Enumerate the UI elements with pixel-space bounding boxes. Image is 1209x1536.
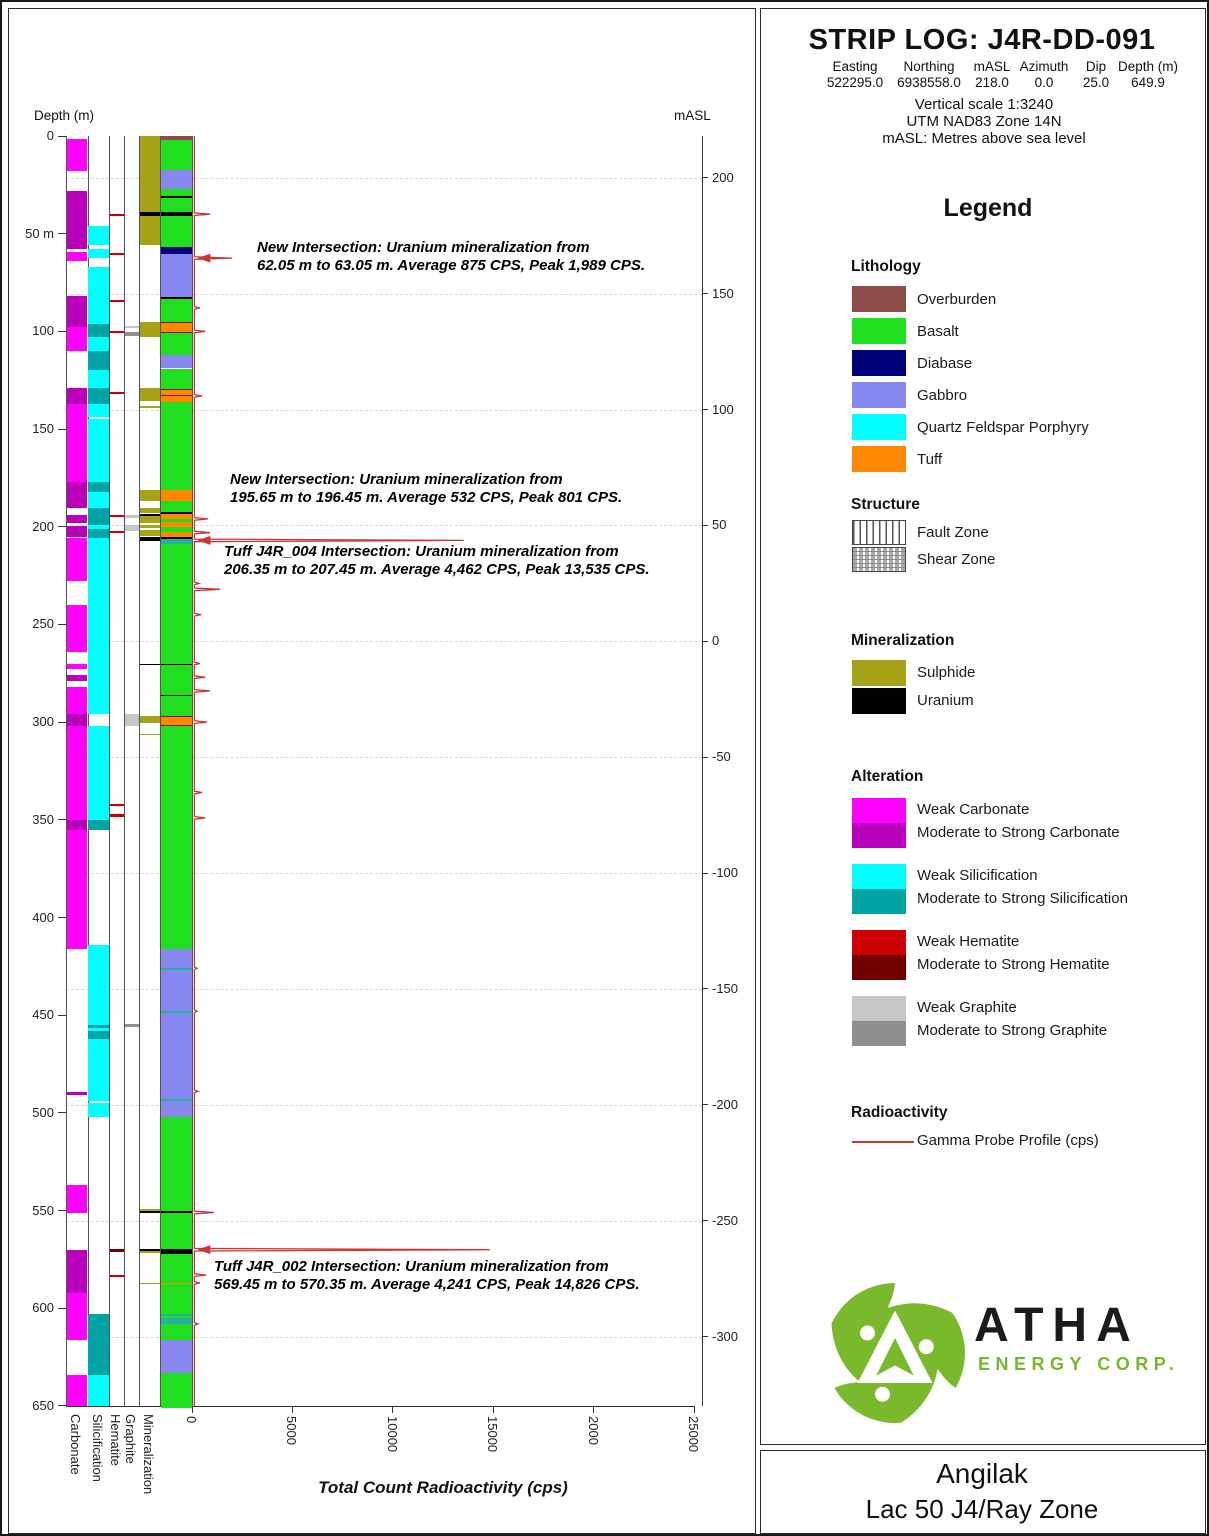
depth-tick <box>58 917 66 918</box>
depth-axis-title: Depth (m) <box>34 108 95 123</box>
atha-logo-icon <box>820 1278 970 1428</box>
meta-label-azimuth: Azimuth <box>1019 59 1069 74</box>
mineralization-label: Uranium <box>917 692 974 709</box>
depth-tick <box>58 624 66 625</box>
silicification-interval <box>88 351 109 371</box>
mineralization-swatch <box>852 688 906 714</box>
lithology-interval <box>161 726 192 949</box>
meta-label-masl: mASL <box>973 59 1011 74</box>
silicification-interval <box>88 226 109 246</box>
depth-tick <box>58 1015 66 1016</box>
lithology-interval <box>161 665 192 695</box>
carbonate-interval <box>67 1293 87 1340</box>
x-tick-label: 10000 <box>384 1416 400 1453</box>
radioactivity-heading: Radioactivity <box>851 1104 948 1121</box>
depth-tick <box>58 722 66 723</box>
mineralization-interval <box>140 525 160 528</box>
mineralization-interval <box>140 734 160 736</box>
hematite-interval <box>110 392 124 394</box>
gamma-arrowhead <box>197 536 210 545</box>
lithology-interval <box>161 544 192 663</box>
silicification-interval <box>88 1039 109 1102</box>
hematite-interval <box>110 1249 124 1252</box>
silicification-interval <box>88 820 109 830</box>
depth-tick-label: 500 <box>32 1104 54 1120</box>
mineralization-interval <box>140 406 160 408</box>
structure-swatch-hdash <box>852 547 906 572</box>
lithology-interval <box>161 189 192 196</box>
lithology-interval <box>161 254 192 297</box>
lithology-interval <box>161 696 192 716</box>
carbonate-interval <box>67 526 87 537</box>
silicification-interval <box>88 1314 109 1375</box>
x-tick <box>392 1406 393 1413</box>
x-tick-label: 2000 <box>585 1416 601 1445</box>
lithology-interval <box>161 322 192 334</box>
mineralization-interval <box>140 1251 160 1253</box>
mineralization-interval <box>140 136 160 212</box>
lithology-interval <box>161 970 192 1011</box>
mineralization-interval <box>140 490 160 502</box>
lithology-interval <box>161 216 192 247</box>
mineralization-interval <box>140 537 160 542</box>
column-border <box>109 136 110 1406</box>
mineralization-interval <box>140 388 160 401</box>
x-tick-label: 25000 <box>686 1416 701 1453</box>
depth-tick-label: 600 <box>32 1300 54 1316</box>
column-border <box>192 136 193 1406</box>
depth-tick <box>58 526 66 527</box>
hematite-interval <box>110 253 124 255</box>
alteration-swatch-strong <box>852 823 906 848</box>
masl-tick-label: 50 <box>712 517 727 533</box>
depth-tick-label: 150 <box>32 421 54 437</box>
graphite-interval <box>125 1024 139 1027</box>
silicification-interval <box>88 945 109 1025</box>
lithology-interval <box>161 170 192 189</box>
alteration-swatch-strong <box>852 955 906 980</box>
graphite-interval <box>125 525 139 531</box>
column-label-silicification: Silicification <box>89 1414 105 1482</box>
x-axis-title: Total Count Radioactivity (cps) <box>318 1478 568 1497</box>
mineralization-interval <box>140 530 160 536</box>
masl-tick-label: 100 <box>712 401 734 417</box>
hematite-interval <box>110 1275 124 1277</box>
masl-axis-title: mASL <box>674 108 711 123</box>
masl-tick-label: 200 <box>712 169 734 185</box>
lithology-label: Diabase <box>917 355 973 372</box>
lithology-interval <box>161 949 192 969</box>
lithology-swatch <box>852 350 906 376</box>
silicification-interval <box>88 492 109 509</box>
carbonate-interval <box>67 482 87 508</box>
carbonate-interval <box>67 139 87 171</box>
lithology-label: Gabbro <box>917 387 968 404</box>
scale-note: UTM NAD83 Zone 14N <box>906 113 1062 130</box>
carbonate-interval <box>67 675 87 681</box>
gamma-arrowhead <box>197 1245 210 1254</box>
lithology-label: Overburden <box>917 291 997 308</box>
lithology-label: Basalt <box>917 323 959 340</box>
meta-label-easting: Easting <box>832 59 878 74</box>
silicification-interval <box>88 482 109 492</box>
column-label-carbonate: Carbonate <box>68 1414 83 1475</box>
carbonate-interval <box>67 252 87 261</box>
lithology-interval <box>161 389 192 396</box>
carbonate-interval <box>67 1250 87 1293</box>
column-label-hematite: Hematite <box>108 1414 123 1467</box>
mineralization-label: Sulphide <box>917 664 976 681</box>
depth-tick <box>58 429 66 430</box>
lithology-interval <box>161 369 192 390</box>
lithology-swatch <box>852 414 906 440</box>
meta-value: 25.0 <box>1082 75 1110 90</box>
lithology-interval <box>161 333 192 354</box>
lithology-interval <box>161 1284 192 1314</box>
intersection-annotation: New Intersection: Uranium mineralization from 62.05 m to 63.05 m. Average 875 CPS, Peak 1,989 CPS. <box>257 239 646 274</box>
meta-value: 218.0 <box>975 75 1009 90</box>
structure-label: Fault Zone <box>917 524 989 541</box>
alteration-label-weak: Weak Graphite <box>917 999 1017 1016</box>
lithology-label: Quartz Feldspar Porphyry <box>917 419 1089 436</box>
alteration-label-strong: Moderate to Strong Graphite <box>917 1022 1108 1039</box>
mineralization-interval <box>140 322 160 338</box>
silicification-interval <box>88 529 109 539</box>
lithology-interval <box>161 1101 192 1117</box>
silicification-interval <box>88 388 109 404</box>
alteration-swatch-weak <box>852 864 906 889</box>
mineralization-interval <box>140 1283 160 1285</box>
intersection-annotation: Tuff J4R_004 Intersection: Uranium mineralization from 206.35 m to 207.45 m. Average 4,462 CPS, Peak 13,535 CPS. <box>224 543 650 578</box>
atha-logo <box>820 1278 970 1428</box>
lithology-heading: Lithology <box>851 258 921 275</box>
depth-tick-label: 50 m <box>25 225 54 241</box>
intersection-annotation: New Intersection: Uranium mineralization from 195.65 m to 196.45 m. Average 532 CPS, Peak 801 CPS. <box>230 471 623 506</box>
depth-tick <box>58 331 66 332</box>
depth-tick <box>58 1405 66 1406</box>
legend-title: Legend <box>943 194 1033 222</box>
carbonate-interval <box>67 714 87 726</box>
meta-label-dip: Dip <box>1085 59 1107 74</box>
lithology-interval <box>161 1013 192 1099</box>
column-label-graphite: Graphite <box>123 1414 138 1464</box>
alteration-swatch-weak <box>852 996 906 1021</box>
meta-value: 522295.0 <box>826 75 884 90</box>
silicification-interval <box>88 1103 109 1117</box>
project-name: Angilak <box>936 1458 1028 1489</box>
mineralization-interval <box>140 516 160 523</box>
carbonate-interval <box>67 1375 87 1406</box>
lithology-interval <box>161 1373 192 1408</box>
gamma-arrowhead <box>197 254 210 263</box>
gamma-polyline <box>194 136 489 1406</box>
x-tick <box>593 1406 594 1413</box>
lithology-interval <box>161 198 192 213</box>
depth-tick <box>58 1210 66 1211</box>
hematite-interval <box>110 531 124 533</box>
graphite-interval <box>125 714 139 726</box>
lithology-interval <box>161 1117 192 1211</box>
masl-tick-label: -300 <box>712 1328 739 1344</box>
mineralization-interval <box>140 216 160 245</box>
depth-tick-label: 100 <box>32 323 54 339</box>
carbonate-interval <box>67 296 87 327</box>
carbonate-interval <box>67 327 87 350</box>
x-tick <box>292 1406 293 1413</box>
mineralization-interval <box>140 664 160 666</box>
graphite-interval <box>125 326 139 329</box>
lithology-interval <box>161 1254 192 1283</box>
radioactivity-label: Gamma Probe Profile (cps) <box>917 1132 1099 1149</box>
lithology-swatch <box>852 382 906 408</box>
structure-swatch-vlines <box>852 520 906 545</box>
lithology-interval <box>161 716 192 726</box>
page-title: STRIP LOG: J4R-DD-091 <box>808 24 1156 56</box>
silicification-interval <box>88 1031 109 1039</box>
logo-subtitle: ENERGY CORP. <box>978 1354 1180 1374</box>
masl-tick-label: 0 <box>712 633 720 649</box>
lithology-swatch <box>852 446 906 472</box>
x-tick-label: 15000 <box>485 1416 501 1453</box>
masl-tick-label: -150 <box>712 980 739 996</box>
strip-log-chart <box>2 2 754 1536</box>
masl-tick-label: -100 <box>712 865 739 881</box>
alteration-swatch-weak <box>852 930 906 955</box>
carbonate-interval <box>67 1185 87 1212</box>
hematite-interval <box>110 214 124 216</box>
hematite-interval <box>110 804 124 806</box>
alteration-heading: Alteration <box>851 768 924 785</box>
depth-tick-label: 550 <box>32 1202 54 1218</box>
silicification-interval <box>88 404 109 418</box>
hematite-interval <box>110 331 124 333</box>
lithology-swatch <box>852 286 906 312</box>
logo-wordmark: ATHA <box>974 1299 1140 1352</box>
masl-tick-label: -200 <box>712 1096 739 1112</box>
graphite-interval <box>125 515 139 518</box>
masl-tick-label: -50 <box>712 749 731 765</box>
mineralization-interval <box>140 716 160 723</box>
alteration-swatch-strong <box>852 1021 906 1046</box>
depth-tick-label: 250 <box>32 616 54 632</box>
lithology-label: Tuff <box>917 451 943 468</box>
depth-tick-label: 350 <box>32 811 54 827</box>
silicification-interval <box>88 419 109 482</box>
carbonate-interval <box>67 191 87 250</box>
meta-value: 0.0 <box>1034 75 1054 90</box>
lithology-interval <box>161 490 192 502</box>
silicification-interval <box>88 1375 109 1406</box>
depth-tick-label: 450 <box>32 1007 54 1023</box>
silicification-interval <box>88 267 109 324</box>
graphite-interval <box>125 332 139 336</box>
lithology-interval <box>161 501 192 512</box>
meta-value: 6938558.0 <box>897 75 961 90</box>
depth-tick <box>58 233 66 234</box>
alteration-swatch-strong <box>852 889 906 914</box>
carbonate-interval <box>67 515 87 523</box>
carbonate-interval <box>67 538 87 582</box>
gamma-probe-profile <box>2 2 754 1536</box>
hematite-interval <box>110 300 124 302</box>
zone-name: Lac 50 J4/Ray Zone <box>865 1494 1099 1524</box>
silicification-interval <box>88 726 109 820</box>
masl-tick-label: 150 <box>712 285 734 301</box>
carbonate-interval <box>67 664 87 670</box>
masl-axis-line <box>702 136 703 1406</box>
hematite-interval <box>110 814 124 817</box>
alteration-label-weak: Weak Silicification <box>917 867 1038 884</box>
lithology-interval <box>161 140 192 170</box>
depth-tick <box>58 136 66 137</box>
structure-heading: Structure <box>851 496 920 513</box>
alteration-label-strong: Moderate to Strong Silicification <box>917 890 1128 907</box>
mineralization-swatch <box>852 660 906 686</box>
depth-tick <box>58 1308 66 1309</box>
mineralization-interval <box>140 1211 160 1213</box>
gamma-legend-line <box>852 1141 914 1143</box>
masl-tick-label: -250 <box>712 1212 739 1228</box>
alteration-label-strong: Moderate to Strong Hematite <box>917 956 1110 973</box>
depth-tick-label: 400 <box>32 909 54 925</box>
carbonate-interval <box>67 1092 87 1095</box>
depth-tick-label: 300 <box>32 714 54 730</box>
lithology-interval <box>161 247 192 254</box>
lithology-interval <box>161 1324 192 1340</box>
scale-note: mASL: Metres above sea level <box>882 130 1086 147</box>
meta-label-depthm: Depth (m) <box>1117 59 1178 74</box>
silicification-interval <box>88 324 109 338</box>
carbonate-interval <box>67 820 87 830</box>
column-label-mineralization: Mineralization <box>141 1414 156 1495</box>
meta-value: 649.9 <box>1131 75 1165 90</box>
meta-label-northing: Northing <box>903 59 955 74</box>
silicification-interval <box>88 508 109 525</box>
carbonate-interval <box>67 830 87 949</box>
lithology-interval <box>161 402 192 490</box>
carbonate-interval <box>67 726 87 820</box>
lithology-swatch <box>852 318 906 344</box>
legend-panel-frame <box>760 8 1206 1445</box>
silicification-interval <box>88 538 109 714</box>
depth-tick-label: 200 <box>32 518 54 534</box>
carbonate-interval <box>67 687 87 714</box>
scale-note: Vertical scale 1:3240 <box>914 96 1054 113</box>
depth-tick <box>58 1112 66 1113</box>
silicification-interval <box>88 337 109 351</box>
alteration-label-weak: Weak Carbonate <box>917 801 1030 818</box>
mineralization-interval <box>140 508 160 513</box>
carbonate-interval <box>67 388 87 404</box>
x-tick-label: 5000 <box>284 1416 300 1445</box>
alteration-swatch-weak <box>852 798 906 823</box>
alteration-label-weak: Weak Hematite <box>917 933 1020 950</box>
carbonate-interval <box>67 605 87 652</box>
silicification-interval <box>88 370 109 388</box>
depth-tick-label: 650 <box>32 1397 54 1413</box>
lithology-interval <box>161 1213 192 1249</box>
x-tick-label: 0 <box>184 1416 199 1424</box>
hematite-interval <box>110 515 124 517</box>
lithology-interval <box>161 299 192 322</box>
mineralization-heading: Mineralization <box>851 632 955 649</box>
carbonate-interval <box>67 404 87 482</box>
depth-tick-label: 0 <box>46 128 54 143</box>
structure-label: Shear Zone <box>917 551 996 568</box>
lithology-interval <box>161 355 192 369</box>
intersection-annotation: Tuff J4R_002 Intersection: Uranium mineralization from 569.45 m to 570.35 m. Average 4,241 CPS, Peak 14,826 CPS. <box>214 1258 640 1293</box>
silicification-interval <box>88 249 109 258</box>
x-tick <box>694 1406 695 1413</box>
depth-tick <box>58 819 66 820</box>
x-tick <box>493 1406 494 1413</box>
alteration-label-strong: Moderate to Strong Carbonate <box>917 824 1120 841</box>
lithology-interval <box>161 1340 192 1373</box>
